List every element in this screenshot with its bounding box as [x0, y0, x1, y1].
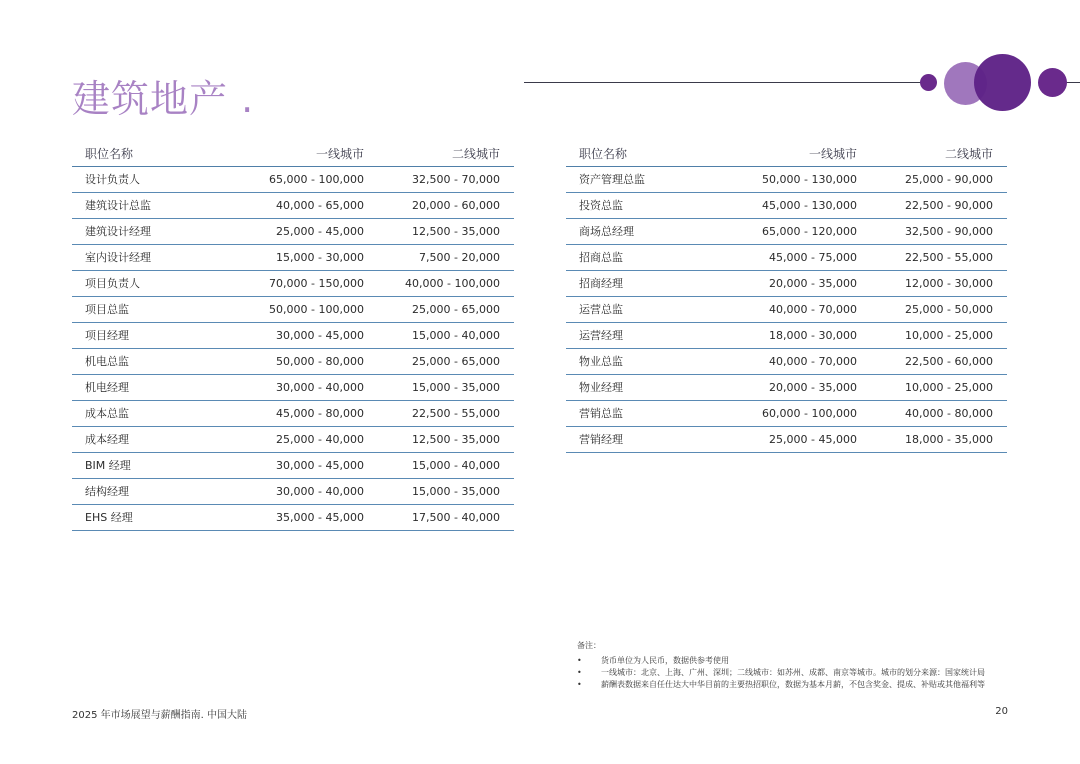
- note-text: 货币单位为人民币，数据供参考使用: [601, 656, 729, 665]
- tier2-salary-cell: 12,500 - 35,000: [378, 218, 514, 244]
- tier1-salary-cell: 45,000 - 130,000: [736, 192, 871, 218]
- job-title-cell: 商场总经理: [566, 218, 736, 244]
- table-row: [72, 322, 514, 348]
- tier2-salary-cell: 25,000 - 65,000: [378, 296, 514, 322]
- table-row: [72, 504, 514, 530]
- tier2-salary-cell: 25,000 - 90,000: [871, 166, 1007, 192]
- tier1-salary-cell: 60,000 - 100,000: [736, 400, 871, 426]
- tier2-salary-cell: 22,500 - 55,000: [378, 400, 514, 426]
- column-header-name: 职位名称: [72, 142, 242, 166]
- job-title-cell: 资产管理总监: [566, 166, 736, 192]
- table-row: [566, 348, 1007, 374]
- column-header-name: 职位名称: [566, 142, 736, 166]
- tier1-salary-cell: 30,000 - 45,000: [242, 452, 378, 478]
- tier1-salary-cell: 65,000 - 100,000: [242, 166, 378, 192]
- decorative-circle-large: [974, 54, 1031, 111]
- table-row: [566, 244, 1007, 270]
- job-title-cell: 建筑设计总监: [72, 192, 242, 218]
- tier1-salary-cell: 25,000 - 45,000: [242, 218, 378, 244]
- job-title-cell: 设计负责人: [72, 166, 242, 192]
- table-row: [566, 322, 1007, 348]
- job-title-cell: 招商总监: [566, 244, 736, 270]
- tier1-salary-cell: 50,000 - 100,000: [242, 296, 378, 322]
- tier2-salary-cell: 22,500 - 60,000: [871, 348, 1007, 374]
- job-title-cell: BIM 经理: [72, 452, 242, 478]
- tier2-salary-cell: 12,000 - 30,000: [871, 270, 1007, 296]
- table-row: [566, 270, 1007, 296]
- job-title-cell: 成本总监: [72, 400, 242, 426]
- job-title-cell: 项目负责人: [72, 270, 242, 296]
- table-row: [566, 400, 1007, 426]
- tier1-salary-cell: 45,000 - 80,000: [242, 400, 378, 426]
- decorative-line: [524, 82, 924, 83]
- table-row: [566, 374, 1007, 400]
- note-item: [577, 667, 985, 679]
- job-title-cell: 成本经理: [72, 426, 242, 452]
- job-title-cell: EHS 经理: [72, 504, 242, 530]
- tier2-salary-cell: 15,000 - 40,000: [378, 452, 514, 478]
- note-item: [577, 655, 985, 667]
- tier2-salary-cell: 22,500 - 90,000: [871, 192, 1007, 218]
- job-title-cell: 招商经理: [566, 270, 736, 296]
- tier1-salary-cell: 20,000 - 35,000: [736, 374, 871, 400]
- job-title-cell: 运营经理: [566, 322, 736, 348]
- tier1-salary-cell: 20,000 - 35,000: [736, 270, 871, 296]
- tier2-salary-cell: 20,000 - 60,000: [378, 192, 514, 218]
- job-title-cell: 营销经理: [566, 426, 736, 452]
- tier1-salary-cell: 40,000 - 70,000: [736, 348, 871, 374]
- footer-title: 2025 年市场展望与薪酬指南. 中国大陆: [72, 710, 247, 721]
- job-title-cell: 室内设计经理: [72, 244, 242, 270]
- tier1-salary-cell: 25,000 - 40,000: [242, 426, 378, 452]
- notes-title: 备注：: [577, 641, 601, 650]
- table-row: [72, 374, 514, 400]
- table-row: [72, 218, 514, 244]
- notes-section: [577, 640, 985, 691]
- tier2-salary-cell: 22,500 - 55,000: [871, 244, 1007, 270]
- tier1-salary-cell: 50,000 - 80,000: [242, 348, 378, 374]
- tier1-salary-cell: 30,000 - 40,000: [242, 478, 378, 504]
- tier2-salary-cell: 17,500 - 40,000: [378, 504, 514, 530]
- tier1-salary-cell: 30,000 - 45,000: [242, 322, 378, 348]
- tier1-salary-cell: 65,000 - 120,000: [736, 218, 871, 244]
- job-title-cell: 物业总监: [566, 348, 736, 374]
- tier2-salary-cell: 10,000 - 25,000: [871, 322, 1007, 348]
- tier2-salary-cell: 40,000 - 80,000: [871, 400, 1007, 426]
- table-row: [72, 400, 514, 426]
- table-row: [72, 478, 514, 504]
- table-row: [72, 244, 514, 270]
- job-title-cell: 项目总监: [72, 296, 242, 322]
- tier2-salary-cell: 12,500 - 35,000: [378, 426, 514, 452]
- tier2-salary-cell: 40,000 - 100,000: [378, 270, 514, 296]
- tier1-salary-cell: 40,000 - 70,000: [736, 296, 871, 322]
- tier1-salary-cell: 50,000 - 130,000: [736, 166, 871, 192]
- column-header-tier2: 二线城市: [378, 142, 514, 166]
- note-text: 一线城市：北京、上海、广州、深圳；二线城市：如苏州、成都、南京等城市。城市的划分来源：国家统计局: [601, 668, 985, 677]
- table-row: [566, 166, 1007, 192]
- job-title-cell: 投资总监: [566, 192, 736, 218]
- salary-table-right: [566, 142, 1007, 453]
- tier2-salary-cell: 25,000 - 65,000: [378, 348, 514, 374]
- table-header-row: [566, 142, 1007, 166]
- tier1-salary-cell: 18,000 - 30,000: [736, 322, 871, 348]
- column-header-tier2: 二线城市: [871, 142, 1007, 166]
- job-title-cell: 运营总监: [566, 296, 736, 322]
- job-title-cell: 建筑设计经理: [72, 218, 242, 244]
- tier2-salary-cell: 10,000 - 25,000: [871, 374, 1007, 400]
- table-row: [566, 192, 1007, 218]
- bullet-icon: •: [577, 680, 582, 689]
- tier2-salary-cell: 7,500 - 20,000: [378, 244, 514, 270]
- job-title-cell: 机电总监: [72, 348, 242, 374]
- table-row: [72, 270, 514, 296]
- tier2-salary-cell: 15,000 - 35,000: [378, 374, 514, 400]
- column-header-tier1: 一线城市: [736, 142, 871, 166]
- job-title-cell: 项目经理: [72, 322, 242, 348]
- tier1-salary-cell: 35,000 - 45,000: [242, 504, 378, 530]
- tier1-salary-cell: 45,000 - 75,000: [736, 244, 871, 270]
- table-row: [566, 218, 1007, 244]
- table-row: [72, 192, 514, 218]
- table-row: [72, 426, 514, 452]
- column-header-tier1: 一线城市: [242, 142, 378, 166]
- tier2-salary-cell: 15,000 - 35,000: [378, 478, 514, 504]
- note-item: [577, 679, 985, 691]
- salary-table-left: [72, 142, 514, 531]
- tier2-salary-cell: 15,000 - 40,000: [378, 322, 514, 348]
- bullet-icon: •: [577, 656, 582, 665]
- tier2-salary-cell: 32,500 - 70,000: [378, 166, 514, 192]
- note-text: 薪酬表数据来自任仕达大中华目前的主要热招职位，数据为基本月薪，不包含奖金、提成、补贴或其他福利等: [601, 680, 985, 689]
- job-title-cell: 营销总监: [566, 400, 736, 426]
- bullet-icon: •: [577, 668, 582, 677]
- tier1-salary-cell: 15,000 - 30,000: [242, 244, 378, 270]
- decorative-circle-small: [920, 74, 937, 91]
- page-title: 建筑地产 .: [72, 77, 255, 121]
- tier1-salary-cell: 25,000 - 45,000: [736, 426, 871, 452]
- tier1-salary-cell: 70,000 - 150,000: [242, 270, 378, 296]
- tier2-salary-cell: 25,000 - 50,000: [871, 296, 1007, 322]
- decorative-line-right: [1066, 82, 1080, 83]
- tier1-salary-cell: 30,000 - 40,000: [242, 374, 378, 400]
- table-row: [72, 166, 514, 192]
- table-row: [72, 348, 514, 374]
- tier1-salary-cell: 40,000 - 65,000: [242, 192, 378, 218]
- job-title-cell: 物业经理: [566, 374, 736, 400]
- table-header-row: [72, 142, 514, 166]
- table-row: [566, 426, 1007, 452]
- decorative-circle-right: [1038, 68, 1067, 97]
- job-title-cell: 机电经理: [72, 374, 242, 400]
- tier2-salary-cell: 32,500 - 90,000: [871, 218, 1007, 244]
- table-row: [72, 452, 514, 478]
- table-row: [566, 296, 1007, 322]
- tier2-salary-cell: 18,000 - 35,000: [871, 426, 1007, 452]
- page-number: 20: [995, 706, 1008, 717]
- table-row: [72, 296, 514, 322]
- job-title-cell: 结构经理: [72, 478, 242, 504]
